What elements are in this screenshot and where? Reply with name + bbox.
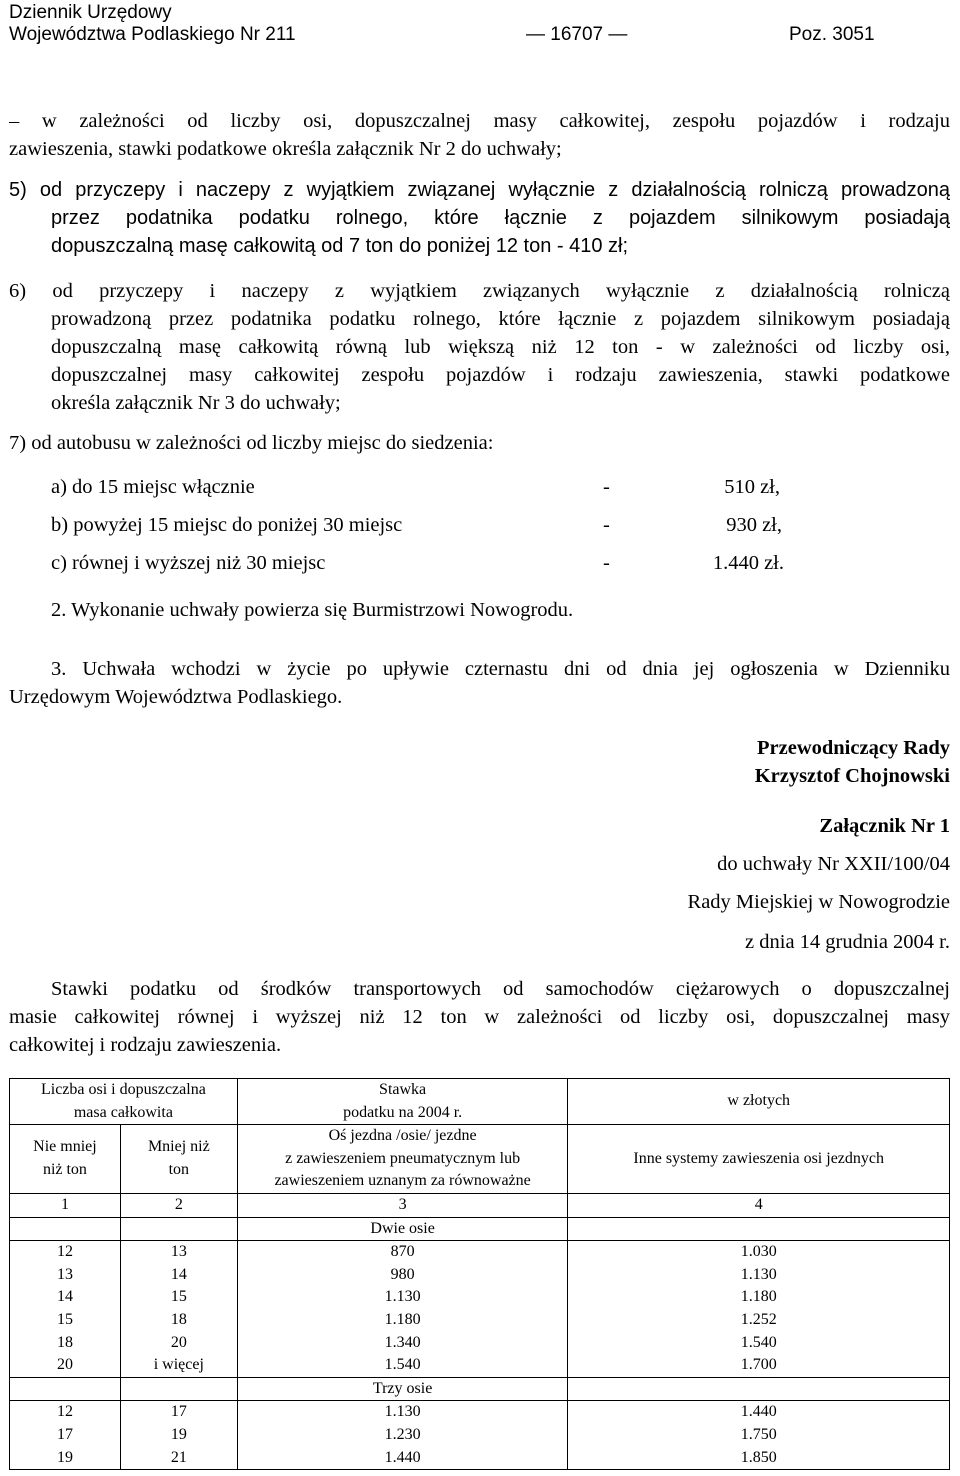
value: 1.750 bbox=[740, 1425, 777, 1443]
journal-title: Dziennik Urzędowy bbox=[9, 2, 172, 23]
value: 12 bbox=[56, 1403, 73, 1421]
value: i więcej bbox=[153, 1356, 204, 1374]
value: 1.130 bbox=[740, 1265, 777, 1283]
header-pneumatic-line: zawieszeniem uznanym za równoważne bbox=[274, 1172, 531, 1190]
section-spacer bbox=[120, 1217, 237, 1241]
section-spacer bbox=[568, 1217, 950, 1241]
section-label-three-axles: Trzy osie bbox=[237, 1377, 568, 1401]
page-number: — 16707 — bbox=[526, 24, 628, 45]
bus-rate-dash: - bbox=[603, 552, 610, 574]
value: 1.180 bbox=[740, 1288, 777, 1306]
item-6-line: 6) od przyczepy i naczepy z wyjątkiem związanych wyłącznie z działalnością rolniczą bbox=[9, 280, 950, 302]
bus-rate-dash: - bbox=[603, 514, 610, 536]
value: 17 bbox=[56, 1425, 73, 1443]
header-max-tons bbox=[120, 1125, 237, 1194]
item-6-line: dopuszczalną masę całkowitą równą lub większą niż 12 ton - w zależności od liczby osi, bbox=[51, 336, 950, 358]
value: 14 bbox=[170, 1265, 187, 1283]
value: 1.540 bbox=[740, 1333, 777, 1351]
bus-rate-label: c) równej i wyższej niż 30 miejsc bbox=[51, 552, 326, 574]
header-unit: w złotych bbox=[568, 1079, 950, 1125]
value: 1.440 bbox=[740, 1403, 777, 1421]
value: 980 bbox=[390, 1265, 415, 1283]
column-number-row bbox=[10, 1193, 950, 1217]
paragraph-2: 2. Wykonanie uchwały powierza się Burmistrzowi Nowogrodu. bbox=[51, 599, 574, 621]
value: 1.850 bbox=[740, 1448, 777, 1466]
value: 1.700 bbox=[740, 1356, 777, 1374]
header-rate-line: podatku na 2004 r. bbox=[343, 1103, 463, 1121]
value: 15 bbox=[170, 1288, 187, 1306]
paragraph-3-line: Urzędowym Województwa Podlaskiego. bbox=[9, 686, 343, 708]
value: 1.030 bbox=[740, 1243, 777, 1261]
section-row bbox=[10, 1377, 950, 1401]
column-number: 2 bbox=[120, 1193, 237, 1217]
section-row bbox=[10, 1217, 950, 1241]
header-rate-line: Stawka bbox=[379, 1081, 427, 1098]
tax-rates-table bbox=[9, 1078, 950, 1470]
value: 20 bbox=[170, 1333, 187, 1351]
annex-title: Załącznik Nr 1 bbox=[819, 815, 950, 837]
section-spacer bbox=[10, 1217, 121, 1241]
annex-description-line: całkowitej i rodzaju zawieszenia. bbox=[9, 1034, 282, 1056]
column-number: 1 bbox=[10, 1193, 121, 1217]
column-number: 4 bbox=[568, 1193, 950, 1217]
header-pneumatic-line: Oś jezdna /osie/ jezdne bbox=[328, 1127, 477, 1145]
value: 18 bbox=[56, 1333, 73, 1351]
value: 1.252 bbox=[740, 1310, 777, 1328]
min-tons-cell bbox=[10, 1241, 121, 1378]
header-min-tons bbox=[10, 1125, 121, 1194]
header-axles-mass-line: masa całkowita bbox=[73, 1103, 173, 1121]
table-header-row bbox=[10, 1125, 950, 1194]
value: 870 bbox=[390, 1243, 415, 1261]
item-6-line: określa załącznik Nr 3 do uchwały; bbox=[51, 392, 341, 414]
header-pneumatic-line: z zawieszeniem pneumatycznym lub bbox=[285, 1149, 521, 1167]
other-rate-cell bbox=[568, 1241, 950, 1378]
item-5-line: dopuszczalną masę całkowitą od 7 ton do poniżej 12 ton - 410 zł; bbox=[51, 235, 629, 257]
header-axles-mass bbox=[10, 1079, 238, 1125]
value: 17 bbox=[170, 1403, 187, 1421]
header-max-line: Mniej niż bbox=[147, 1138, 210, 1156]
header-axles-mass-line: Liczba osi i dopuszczalna bbox=[40, 1081, 206, 1098]
value: 1.440 bbox=[384, 1448, 421, 1466]
value: 15 bbox=[56, 1310, 73, 1328]
annex-description-line: masie całkowitej równej i wyższej niż 12 ton w zależności od liczby osi, dopuszczalnej masy bbox=[9, 1006, 950, 1028]
bus-rate-label: b) powyżej 15 miejsc do poniżej 30 miejsc bbox=[51, 514, 403, 536]
table-row-group-three-axles bbox=[10, 1401, 950, 1470]
value: 19 bbox=[56, 1448, 73, 1466]
item-7: 7) od autobusu w zależności od liczby miejsc do siedzenia: bbox=[9, 432, 494, 454]
value: 1.180 bbox=[384, 1310, 421, 1328]
column-number: 3 bbox=[237, 1193, 568, 1217]
header-pneumatic bbox=[237, 1125, 568, 1194]
max-tons-cell bbox=[120, 1401, 237, 1470]
header-other-suspension: Inne systemy zawieszenia osi jezdnych bbox=[568, 1125, 950, 1194]
header-min-line: niż ton bbox=[42, 1161, 87, 1179]
journal-subtitle: Województwa Podlaskiego Nr 211 bbox=[9, 24, 296, 45]
min-tons-cell bbox=[10, 1401, 121, 1470]
intro-line: zawieszenia, stawki podatkowe określa załącznik Nr 2 do uchwały; bbox=[9, 138, 562, 160]
table-header-row bbox=[10, 1079, 950, 1125]
pneumatic-rate-cell bbox=[237, 1241, 568, 1378]
value: 13 bbox=[170, 1243, 187, 1261]
item-6-line: dopuszczalnej masy całkowitej zespołu pojazdów i rodzaju zawieszenia, stawki podatkowe bbox=[51, 364, 950, 386]
signature-title: Przewodniczący Rady bbox=[757, 737, 950, 759]
value: 1.130 bbox=[384, 1403, 421, 1421]
pneumatic-rate-cell bbox=[237, 1401, 568, 1470]
section-label-two-axles: Dwie osie bbox=[237, 1217, 568, 1241]
bus-rate-dash: - bbox=[603, 476, 610, 498]
header-min-line: Nie mniej bbox=[33, 1138, 97, 1156]
header-max-line: ton bbox=[168, 1161, 190, 1179]
bus-rate-label: a) do 15 miejsc włącznie bbox=[51, 476, 255, 498]
max-tons-cell bbox=[120, 1241, 237, 1378]
value: 19 bbox=[170, 1425, 187, 1443]
value: 21 bbox=[170, 1448, 187, 1466]
value: 1.340 bbox=[384, 1333, 421, 1351]
bus-rate-amount: 1.440 zł. bbox=[712, 552, 784, 574]
annex-reference: do uchwały Nr XXII/100/04 bbox=[717, 853, 950, 875]
value: 1.230 bbox=[384, 1425, 421, 1443]
item-5-line: 5) od przyczepy i naczepy z wyjątkiem związanej wyłącznie z działalnością rolniczą prowadzoną bbox=[9, 179, 950, 201]
table-row-group-two-axles bbox=[10, 1241, 950, 1378]
value: 1.130 bbox=[384, 1288, 421, 1306]
intro-line: – w zależności od liczby osi, dopuszczalnej masy całkowitej, zespołu pojazdów i rodzaju bbox=[9, 110, 950, 132]
value: 1.540 bbox=[384, 1356, 421, 1374]
header-rate bbox=[237, 1079, 568, 1125]
item-5-line: przez podatnika podatku rolnego, które łącznie z pojazdem silnikowym posiadają bbox=[51, 207, 950, 229]
position-number: Poz. 3051 bbox=[789, 24, 875, 45]
bus-rate-amount: 510 zł, bbox=[724, 476, 780, 498]
section-spacer bbox=[10, 1377, 121, 1401]
other-rate-cell bbox=[568, 1401, 950, 1470]
annex-reference: Rady Miejskiej w Nowogrodzie bbox=[687, 891, 950, 913]
bus-rate-amount: 930 zł, bbox=[726, 514, 782, 536]
signature-name: Krzysztof Chojnowski bbox=[754, 765, 950, 787]
value: 20 bbox=[56, 1356, 73, 1374]
value: 13 bbox=[56, 1265, 73, 1283]
value: 12 bbox=[56, 1243, 73, 1261]
value: 14 bbox=[56, 1288, 73, 1306]
item-6-line: prowadzoną przez podatnika podatku rolnego, które łącznie z pojazdem silnikowym posiadają bbox=[51, 308, 950, 330]
section-spacer bbox=[120, 1377, 237, 1401]
paragraph-3-line: 3. Uchwała wchodzi w życie po upływie czternastu dni od dnia jej ogłoszenia w Dzienniku bbox=[51, 658, 950, 680]
annex-date: z dnia 14 grudnia 2004 r. bbox=[745, 931, 950, 953]
section-spacer bbox=[568, 1377, 950, 1401]
annex-description-line: Stawki podatku od środków transportowych od samochodów ciężarowych o dopuszczalnej bbox=[51, 978, 950, 1000]
value: 18 bbox=[170, 1310, 187, 1328]
